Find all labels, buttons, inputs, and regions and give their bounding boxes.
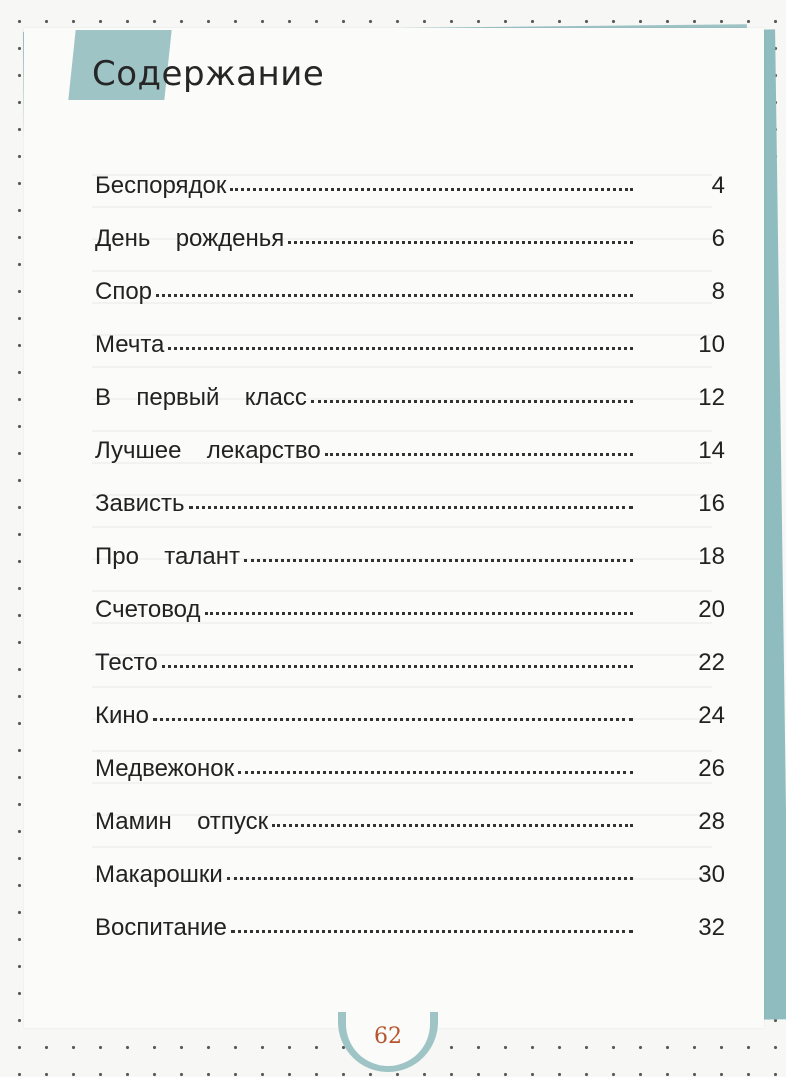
toc-leader-dots (288, 240, 633, 244)
table-of-contents (95, 172, 725, 967)
toc-entry[interactable] (95, 702, 725, 755)
toc-entry[interactable] (95, 808, 725, 861)
toc-leader-dots (189, 505, 634, 509)
toc-entry-page: 22 (698, 649, 725, 676)
toc-leader-dots (205, 611, 634, 615)
toc-leader-dots (230, 187, 633, 191)
toc-entry-title: Счетовод (95, 596, 201, 623)
toc-entry-title: Мечта (95, 331, 165, 358)
toc-entry-page: 16 (698, 490, 725, 517)
toc-entry-page: 10 (698, 331, 725, 358)
toc-entry[interactable] (95, 861, 725, 914)
toc-entry[interactable] (95, 755, 725, 808)
toc-entry-title: День рожденья (95, 225, 285, 252)
toc-entry[interactable] (95, 543, 725, 596)
toc-entry[interactable] (95, 278, 725, 331)
toc-entry-title: Медвежонок (95, 755, 235, 782)
toc-entry-page: 18 (698, 543, 725, 570)
toc-entry-title: Кино (95, 702, 149, 729)
toc-entry-title: Про талант (95, 543, 240, 570)
toc-entry[interactable] (95, 172, 725, 225)
toc-entry-title: Зависть (95, 490, 185, 517)
toc-entry-page: 28 (698, 808, 725, 835)
toc-entry[interactable] (95, 384, 725, 437)
toc-entry-title: Макарошки (95, 861, 223, 888)
toc-entry-page: 26 (698, 755, 725, 782)
toc-leader-dots (311, 399, 633, 403)
toc-entry-page: 30 (698, 861, 725, 888)
toc-entry-title: В первый класс (95, 384, 307, 411)
toc-entry[interactable] (95, 225, 725, 278)
toc-entry-page: 12 (698, 384, 725, 411)
toc-entry-title: Лучшее лекарство (95, 437, 321, 464)
toc-entry-page: 20 (698, 596, 725, 623)
toc-entry[interactable] (95, 331, 725, 384)
toc-entry-page: 6 (711, 225, 725, 252)
toc-entry[interactable] (95, 649, 725, 702)
toc-leader-dots (272, 823, 633, 827)
toc-entry-page: 14 (698, 437, 725, 464)
toc-leader-dots (244, 558, 633, 562)
toc-leader-dots (231, 929, 633, 933)
toc-leader-dots (227, 876, 633, 880)
toc-leader-dots (162, 664, 633, 668)
page-number: 62 (374, 1023, 402, 1049)
toc-leader-dots (238, 770, 633, 774)
toc-entry-title: Беспорядок (95, 172, 227, 199)
toc-leader-dots (156, 293, 633, 297)
toc-entry[interactable] (95, 490, 725, 543)
toc-entry-title: Воспитание (95, 914, 227, 941)
toc-entry-page: 24 (698, 702, 725, 729)
toc-entry[interactable] (95, 914, 725, 967)
toc-entry[interactable] (95, 596, 725, 649)
toc-entry-page: 32 (698, 914, 725, 941)
toc-entry-title: Тесто (95, 649, 158, 676)
toc-leader-dots (153, 717, 633, 721)
toc-entry-page: 8 (711, 278, 725, 305)
toc-leader-dots (325, 452, 633, 456)
toc-entry-title: Мамин отпуск (95, 808, 269, 835)
page-title: Содержание (92, 54, 325, 94)
toc-leader-dots (168, 346, 633, 350)
toc-entry[interactable] (95, 437, 725, 490)
toc-entry-page: 4 (711, 172, 725, 199)
toc-entry-title: Спор (95, 278, 153, 305)
